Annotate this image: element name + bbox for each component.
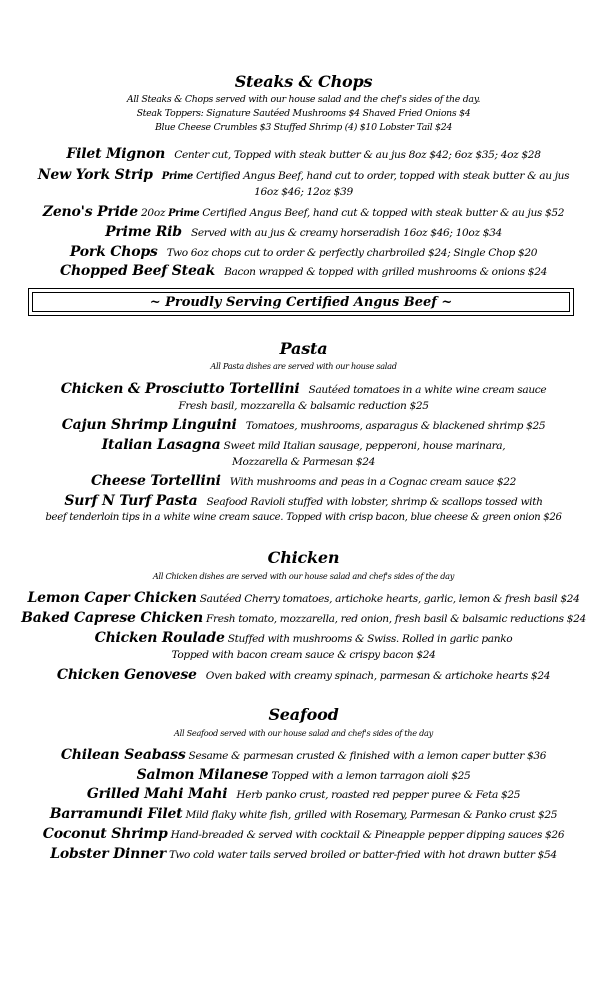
- menu-item-lemon-caper-chicken: [0, 590, 607, 606]
- item-name: Filet Mignon: [66, 146, 166, 162]
- item-description: Sautéed tomatoes in a white wine cream sauce: [308, 384, 547, 396]
- menu-item-filet-mignon: [0, 146, 607, 162]
- item-description: Seafood Ravioli stuffed with lobster, shrimp & scallops tossed with: [206, 496, 543, 508]
- seafood-section-title: Seafood: [268, 705, 339, 724]
- steaks-note-2: Steak Toppers: Signature Sautéed Mushrooms $4 Shaved Fried Onions $4: [136, 108, 471, 119]
- menu-item-barramundi-filet: [0, 806, 607, 822]
- pasta-section-title: Pasta: [279, 339, 328, 358]
- item-name: Chopped Beef Steak: [60, 263, 216, 279]
- item-description: Sautéed Cherry tomatoes, artichoke hearts, garlic, lemon & fresh basil $24: [199, 593, 580, 605]
- menu-item-surf-n-turf-pasta: [0, 493, 607, 509]
- item-description: Certified Angus Beef, hand cut & topped with steak butter & au jus $52: [202, 207, 565, 219]
- menu-item-description-line2: Topped with bacon cream sauce & crispy bacon $24: [171, 649, 436, 661]
- item-name: Cheese Tortellini: [90, 473, 221, 489]
- angus-beef-banner: [28, 288, 574, 316]
- item-name: Barramundi Filet: [49, 806, 183, 822]
- menu-item-new-york-strip-price: 16oz $46; 12oz $39: [254, 186, 353, 198]
- pasta-note: All Pasta dishes are served with our house salad: [210, 361, 397, 371]
- menu-item-prime-rib: [0, 224, 607, 240]
- item-name: Lobster Dinner: [50, 846, 166, 862]
- item-description: Two cold water tails served broiled or batter-fried with hot drawn butter $54: [169, 849, 557, 861]
- menu-item-baked-caprese-chicken: [0, 610, 607, 626]
- item-description: Bacon wrapped & topped with grilled mushrooms & onions $24: [224, 266, 547, 278]
- menu-item-chopped-beef-steak: [0, 263, 607, 279]
- item-name: Cajun Shrimp Linguini: [61, 417, 237, 433]
- item-description: Mild flaky white fish, grilled with Rosemary, Parmesan & Panko crust $25: [185, 809, 558, 821]
- item-description: Tomatoes, mushrooms, asparagus & blackened shrimp $25: [245, 420, 546, 432]
- item-description: Center cut, Topped with steak butter & au jus 8oz $42; 6oz $35; 4oz $28: [174, 149, 541, 161]
- menu-item-grilled-mahi-mahi: [0, 786, 607, 802]
- menu-item-salmon-milanese: [0, 767, 607, 783]
- item-description: Served with au jus & creamy horseradish 16oz $46; 10oz $34: [190, 227, 502, 239]
- chicken-section-title: Chicken: [267, 548, 340, 567]
- menu-item-chilean-seabass: [0, 747, 607, 763]
- item-description: Stuffed with mushrooms & Swiss. Rolled in garlic panko: [227, 633, 513, 645]
- item-name: Surf N Turf Pasta: [64, 493, 198, 509]
- item-size: 20oz: [141, 207, 166, 219]
- menu-item-new-york-strip: [0, 167, 607, 183]
- menu-item-chicken-prosciutto-tortellini: [0, 381, 607, 397]
- item-name: Pork Chops: [69, 244, 158, 260]
- menu-item-description-line2: Fresh basil, mozzarella & balsamic reduction $25: [178, 400, 429, 412]
- menu-item-cajun-shrimp-linguini: [0, 417, 607, 433]
- prime-label: Prime: [161, 171, 193, 182]
- item-description: Oven baked with creamy spinach, parmesan & artichoke hearts $24: [205, 670, 551, 682]
- banner-text: ~ Proudly Serving Certified Angus Beef ~: [32, 292, 570, 312]
- item-description: Sesame & parmesan crusted & finished with a lemon caper butter $36: [188, 750, 547, 762]
- chicken-note: All Chicken dishes are served with our house salad and chef's sides of the day: [152, 571, 455, 581]
- menu-item-italian-lasagna: [0, 437, 607, 453]
- menu-item-description-line2: beef tenderloin tips in a white wine cream sauce. Topped with crisp bacon, blue cheese & green onion $26: [45, 512, 562, 523]
- item-name: Chicken & Prosciutto Tortellini: [60, 381, 300, 397]
- item-name: Italian Lasagna: [101, 437, 221, 453]
- menu-item-lobster-dinner: [0, 846, 607, 862]
- item-name: Lemon Caper Chicken: [27, 590, 197, 606]
- steaks-note-3: Blue Cheese Crumbles $3 Stuffed Shrimp (4) $10 Lobster Tail $24: [154, 122, 453, 133]
- menu-item-description-line2: Mozzarella & Parmesan $24: [231, 456, 376, 468]
- item-description: Hand-breaded & served with cocktail & Pineapple pepper dipping sauces $26: [170, 829, 565, 841]
- item-name: New York Strip: [37, 167, 153, 183]
- menu-item-coconut-shrimp: [0, 826, 607, 842]
- item-name: Chicken Genovese: [56, 667, 197, 683]
- item-name: Salmon Milanese: [136, 767, 269, 783]
- item-description: Topped with a lemon tarragon aioli $25: [271, 770, 471, 782]
- item-name: Grilled Mahi Mahi: [86, 786, 228, 802]
- item-description: Herb panko crust, roasted red pepper puree & Feta $25: [236, 789, 521, 801]
- item-name: Chicken Roulade: [94, 630, 225, 646]
- item-description: Two 6oz chops cut to order & perfectly charbroiled $24; Single Chop $20: [166, 247, 538, 259]
- item-description: Sweet mild Italian sausage, pepperoni, house marinara,: [223, 440, 506, 452]
- item-name: Baked Caprese Chicken: [21, 610, 203, 626]
- item-name: Prime Rib: [105, 224, 182, 240]
- prime-label: Prime: [168, 208, 200, 219]
- menu-item-chicken-genovese: [0, 667, 607, 683]
- menu-item-cheese-tortellini: [0, 473, 607, 489]
- item-description: Certified Angus Beef, hand cut to order, topped with steak butter & au jus: [195, 170, 570, 182]
- menu-item-zenos-pride: [0, 204, 607, 220]
- menu-item-pork-chops: [0, 244, 607, 260]
- item-description: With mushrooms and peas in a Cognac cream sauce $22: [229, 476, 517, 488]
- item-name: Coconut Shrimp: [42, 826, 168, 842]
- item-name: Zeno's Pride: [42, 204, 139, 220]
- item-description: Fresh tomato, mozzarella, red onion, fresh basil & balsamic reductions $24: [205, 613, 586, 625]
- item-name: Chilean Seabass: [60, 747, 186, 763]
- seafood-note: All Seafood served with our house salad and chef's sides of the day: [174, 728, 433, 738]
- menu-item-chicken-roulade: [0, 630, 607, 646]
- steaks-note-1: All Steaks & Chops served with our house salad and the chef's sides of the day.: [126, 94, 481, 105]
- steaks-section-title: Steaks & Chops: [234, 72, 373, 91]
